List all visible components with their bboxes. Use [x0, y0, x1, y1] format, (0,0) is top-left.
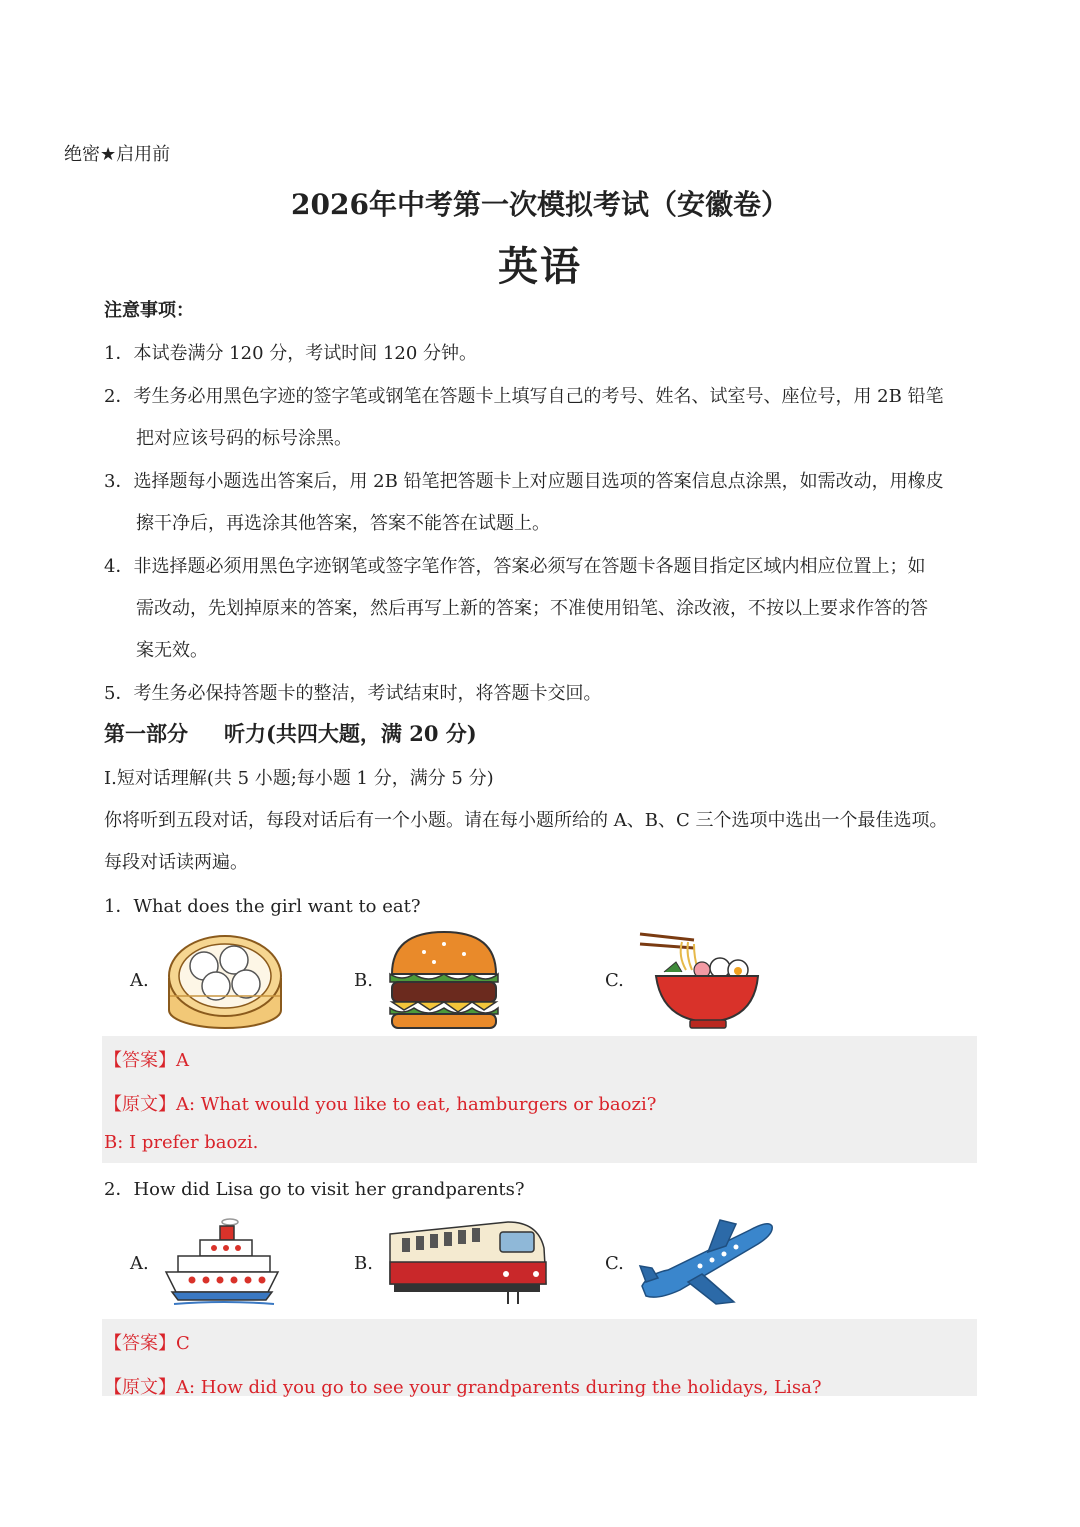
answer-tag: 【答案】 [104, 1050, 176, 1071]
notice-item: 需改动，先划掉原来的答案，然后再写上新的答案；不准使用铅笔、涂改液，不按以上要求作答的答 [136, 598, 928, 619]
script-line [104, 1373, 822, 1399]
option-label: B. [354, 1253, 373, 1274]
notice-item: 5．考生务必保持答题卡的整洁，考试结束时，将答题卡交回。 [104, 683, 602, 704]
subject-title: 英语 [498, 244, 582, 290]
part-heading [104, 718, 477, 748]
notice-item: 3．选择题每小题选出答案后，用 2B 铅笔把答题卡上对应题目选项的答案信息点涂黑，如需改动，用橡皮 [104, 471, 944, 492]
train-icon [388, 1218, 548, 1306]
answer-value: C [176, 1333, 190, 1354]
option-label: A. [130, 1253, 149, 1274]
script-text: A: What would you like to eat, hamburgers or baozi? [176, 1094, 657, 1115]
part-number: 第一部分 [104, 721, 188, 746]
script-line [104, 1090, 656, 1116]
answer-tag: 【答案】 [104, 1333, 176, 1354]
part-detail: 听力(共四大题，满 20 分) [224, 721, 477, 746]
instructions: 每段对话读两遍。 [104, 852, 248, 873]
option-label: C. [605, 1253, 624, 1274]
notice-item: 4．非选择题必须用黑色字迹钢笔或签字笔作答，答案必须写在答题卡各题目指定区域内相应位置上；如 [104, 556, 926, 577]
section-title: I.短对话理解(共 5 小题;每小题 1 分，满分 5 分) [104, 768, 494, 789]
confidential-label: 绝密★启用前 [64, 144, 171, 165]
script-tag: 【原文】 [104, 1094, 176, 1115]
option-label: A. [130, 970, 149, 991]
question-stem: 1．What does the girl want to eat? [104, 896, 421, 917]
option-label: B. [354, 970, 373, 991]
notice-item: 1．本试卷满分 120 分，考试时间 120 分钟。 [104, 343, 478, 364]
baozi-steamer-icon [164, 928, 286, 1032]
notice-item: 把对应该号码的标号涂黑。 [136, 428, 352, 449]
exam-title: 2026年中考第一次模拟考试（安徽卷） [291, 188, 789, 221]
instructions: 你将听到五段对话，每段对话后有一个小题。请在每小题所给的 A、B、C 三个选项中选出一个最佳选项。 [104, 810, 948, 831]
notice-item: 2．考生务必用黑色字迹的签字笔或钢笔在答题卡上填写自己的考号、姓名、试室号、座位号，用 2B 铅笔 [104, 386, 944, 407]
option-label: C. [605, 970, 624, 991]
question-stem: 2．How did Lisa go to visit her grandparents? [104, 1179, 525, 1200]
ship-icon [164, 1218, 280, 1306]
script-tag: 【原文】 [104, 1377, 176, 1398]
notice-item: 案无效。 [136, 640, 208, 661]
hamburger-icon [388, 930, 500, 1030]
answer-line [104, 1329, 190, 1355]
notice-item: 擦干净后，再选涂其他答案，答案不能答在试题上。 [136, 513, 550, 534]
answer-value: A [176, 1050, 189, 1071]
notice-heading: 注意事项： [104, 300, 194, 321]
noodle-bowl-icon [638, 926, 762, 1032]
answer-line [104, 1046, 189, 1072]
script-line: B: I prefer baozi. [104, 1132, 259, 1153]
airplane-icon [638, 1216, 774, 1306]
script-text: A: How did you go to see your grandparents during the holidays, Lisa? [176, 1377, 822, 1398]
